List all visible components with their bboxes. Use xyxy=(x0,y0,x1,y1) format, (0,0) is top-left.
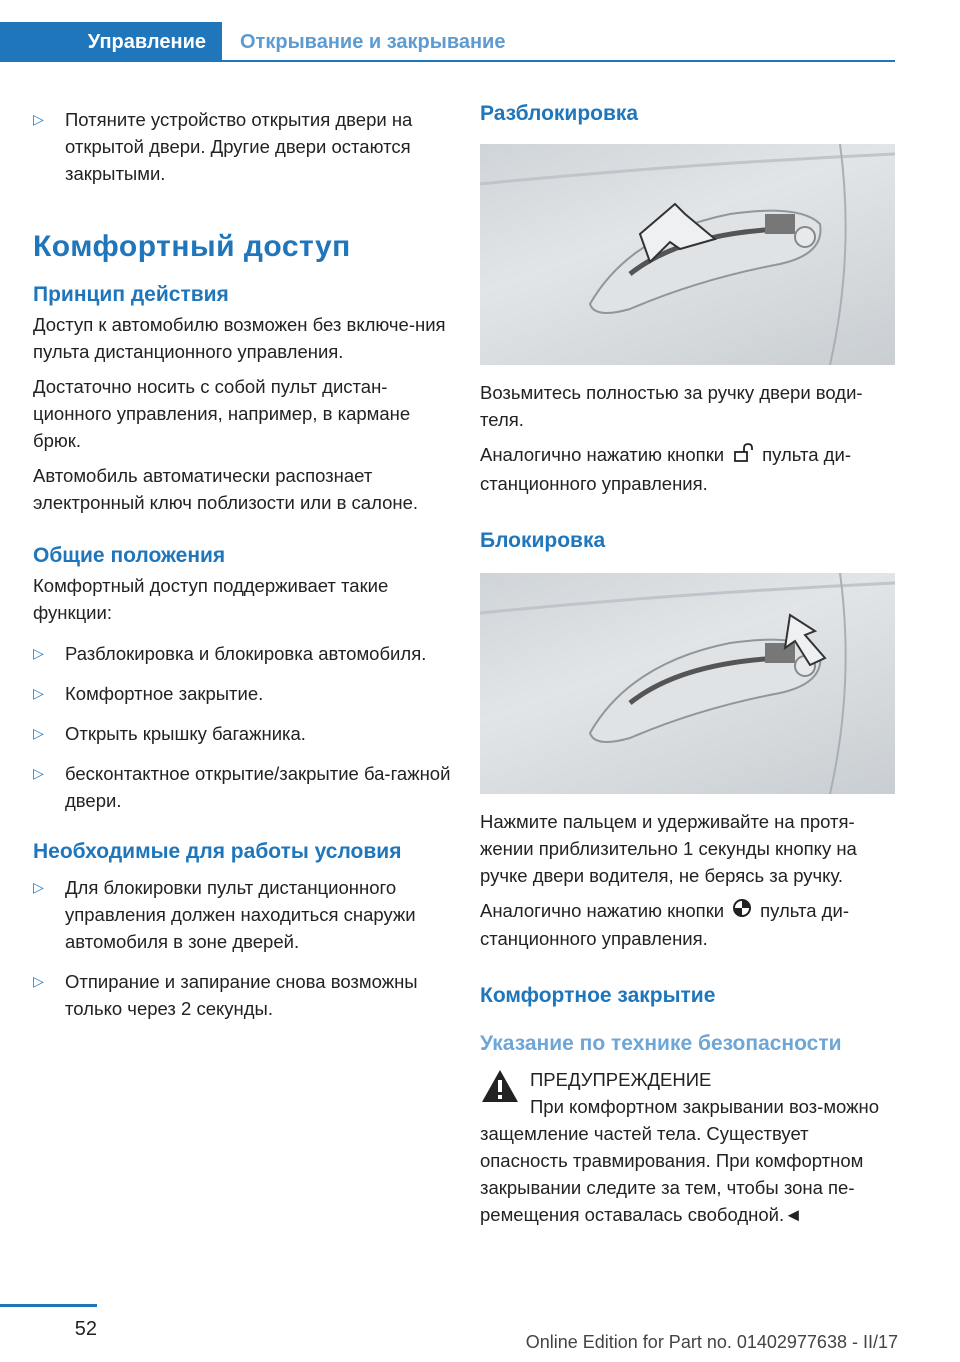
section-heading-general: Общие положения xyxy=(33,544,226,567)
paragraph: Возьмитесь полностью за ручку двери води-теля. xyxy=(480,382,863,430)
paragraph: Достаточно носить с собой пульт дистан-ционного управления, например, в кармане брюк. xyxy=(33,376,411,451)
list-item: ▷ Отпирание и запирание снова возможны только через 2 секунды. xyxy=(33,968,451,1022)
section-heading-unlock: Разблокировка xyxy=(480,102,639,125)
lock-button-icon xyxy=(732,898,752,925)
triangle-bullet-icon: ▷ xyxy=(33,765,44,781)
tab-divider xyxy=(222,60,895,62)
triangle-bullet-icon: ▷ xyxy=(33,973,44,989)
door-handle-unlock-image xyxy=(480,144,895,365)
right-column xyxy=(480,100,898,1228)
warning-text: При комфортном закрывании воз-можно защемление частей тела. Существует опасность травмирования. При комфортном закрывании следите за тем, чтобы зона пе-ремещения оставалась свободной.◄ xyxy=(480,1096,880,1226)
tab-opening-closing[interactable]: Открывание и закрывание xyxy=(240,30,506,53)
unlock-icon xyxy=(732,443,754,470)
warning-title: ПРЕДУПРЕЖДЕНИЕ xyxy=(530,1069,712,1091)
list-item: ▷ Для блокировки пульт дистанционного управления должен находиться снаружи автомобиля в зоне дверей. xyxy=(33,874,451,955)
footer-edition: Online Edition for Part no. 01402977638 - II/17 xyxy=(525,1332,898,1352)
left-column xyxy=(33,100,451,1022)
door-handle-illustration-icon xyxy=(480,144,895,365)
paragraph: Комфортный доступ поддерживает такие функции: xyxy=(33,575,389,623)
section-heading-conditions: Необходимые для работы условия xyxy=(33,840,402,863)
list-item: ▷ Потяните устройство открытия двери на открытой двери. Другие двери остаются закрытыми. xyxy=(33,106,451,187)
triangle-bullet-icon: ▷ xyxy=(33,879,44,895)
list-item: ▷ Комфортное закрытие. xyxy=(33,680,451,707)
warning-triangle-icon xyxy=(480,1068,520,1109)
page-title: Комфортный доступ xyxy=(33,230,351,263)
page-number: 52 xyxy=(74,1318,97,1340)
header-tabs xyxy=(0,0,895,62)
paragraph: Доступ к автомобилю возможен без включе-ния пульта дистанционного управления. xyxy=(33,314,446,362)
triangle-bullet-icon: ▷ xyxy=(33,645,44,661)
section-heading-comfort-close: Комфортное закрытие xyxy=(480,984,716,1008)
list-item: ▷ Разблокировка и блокировка автомобиля. xyxy=(33,640,451,667)
warning-block xyxy=(480,1066,898,1093)
triangle-bullet-icon: ▷ xyxy=(33,685,44,701)
paragraph: Аналогично нажатию кнопки пульта ди-станционного управления. xyxy=(480,899,849,950)
door-handle-illustration-icon xyxy=(480,573,895,794)
footer-divider xyxy=(0,1304,97,1307)
section-heading-principle: Принцип действия xyxy=(33,283,229,306)
list-item: ▷ бесконтактное открытие/закрытие ба-гажной двери. xyxy=(33,760,451,814)
tab-control[interactable]: Управление xyxy=(0,22,222,62)
paragraph: Автомобиль автоматически распознает электронный ключ поблизости или в салоне. xyxy=(33,465,419,513)
paragraph: Аналогично нажатию кнопки пульта ди-станционного управления. xyxy=(480,444,851,494)
list-item: ▷ Открыть крышку багажника. xyxy=(33,720,451,747)
triangle-bullet-icon: ▷ xyxy=(33,111,44,127)
door-handle-lock-image xyxy=(480,573,895,794)
triangle-bullet-icon: ▷ xyxy=(33,725,44,741)
section-heading-lock: Блокировка xyxy=(480,528,606,552)
section-heading-safety: Указание по технике безопасности xyxy=(480,1032,842,1056)
paragraph: Нажмите пальцем и удерживайте на протя-жении приблизительно 1 секунды кнопку на ручке двери водителя, не берясь за ручку. xyxy=(480,810,857,886)
